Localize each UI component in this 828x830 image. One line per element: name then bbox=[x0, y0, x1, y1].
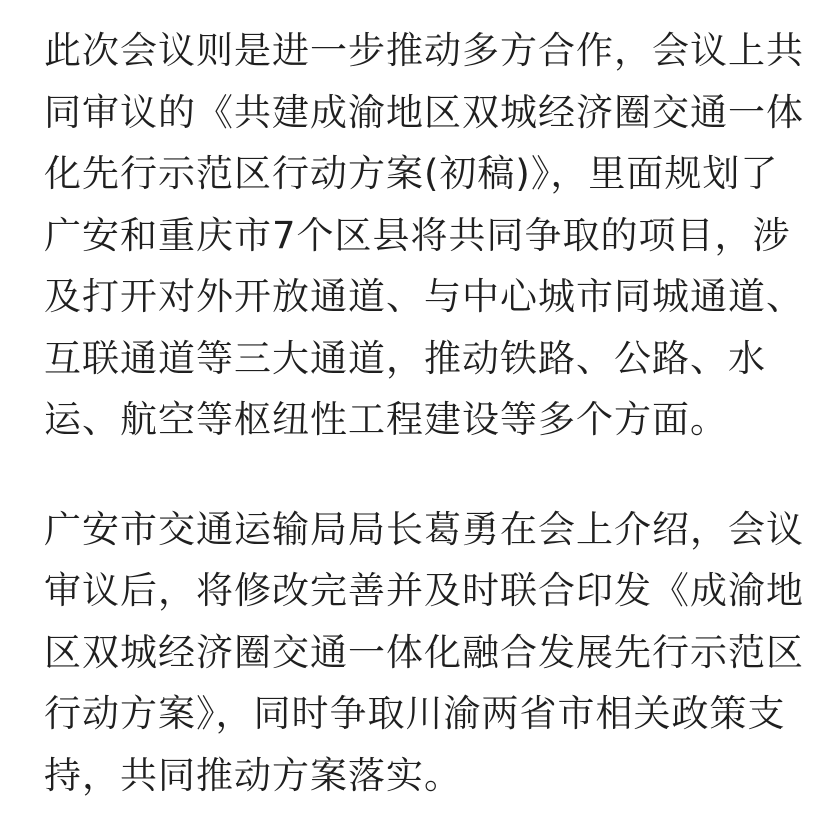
paragraph-1 bbox=[44, 20, 804, 451]
text-line: 化先行示范区行动方案(初稿)》，里面规划了 bbox=[44, 152, 779, 195]
text-line: 互联通道等三大通道，推动铁路、公路、水 bbox=[44, 336, 766, 380]
text-line: 同审议的《共建成渝地区双城经济圈交通一体 bbox=[44, 90, 804, 134]
article-body bbox=[44, 20, 804, 806]
text-line: 审议后，将修改完善并及时联合印发《成渝地 bbox=[44, 569, 804, 612]
text-line: 运、航空等枢纽性工程建设等多个方面。 bbox=[44, 398, 728, 441]
text-line: 此次会议则是进一步推动多方合作，会议上共 bbox=[44, 29, 804, 72]
text-line: 广安市交通运输局局长葛勇在会上介绍，会议 bbox=[44, 507, 804, 551]
text-line: 及打开对外开放通道、与中心城市同城通道、 bbox=[44, 275, 804, 318]
text-line: 持，共同推动方案落实。 bbox=[44, 753, 462, 797]
text-line: 广安和重庆市7个区县将共同争取的项目，涉 bbox=[44, 213, 791, 257]
text-line: 区双城经济圈交通一体化融合发展先行示范区 bbox=[44, 630, 804, 674]
paragraph-2 bbox=[44, 499, 804, 807]
text-line: 行动方案》，同时争取川渝两省市相关政策支 bbox=[44, 692, 786, 735]
